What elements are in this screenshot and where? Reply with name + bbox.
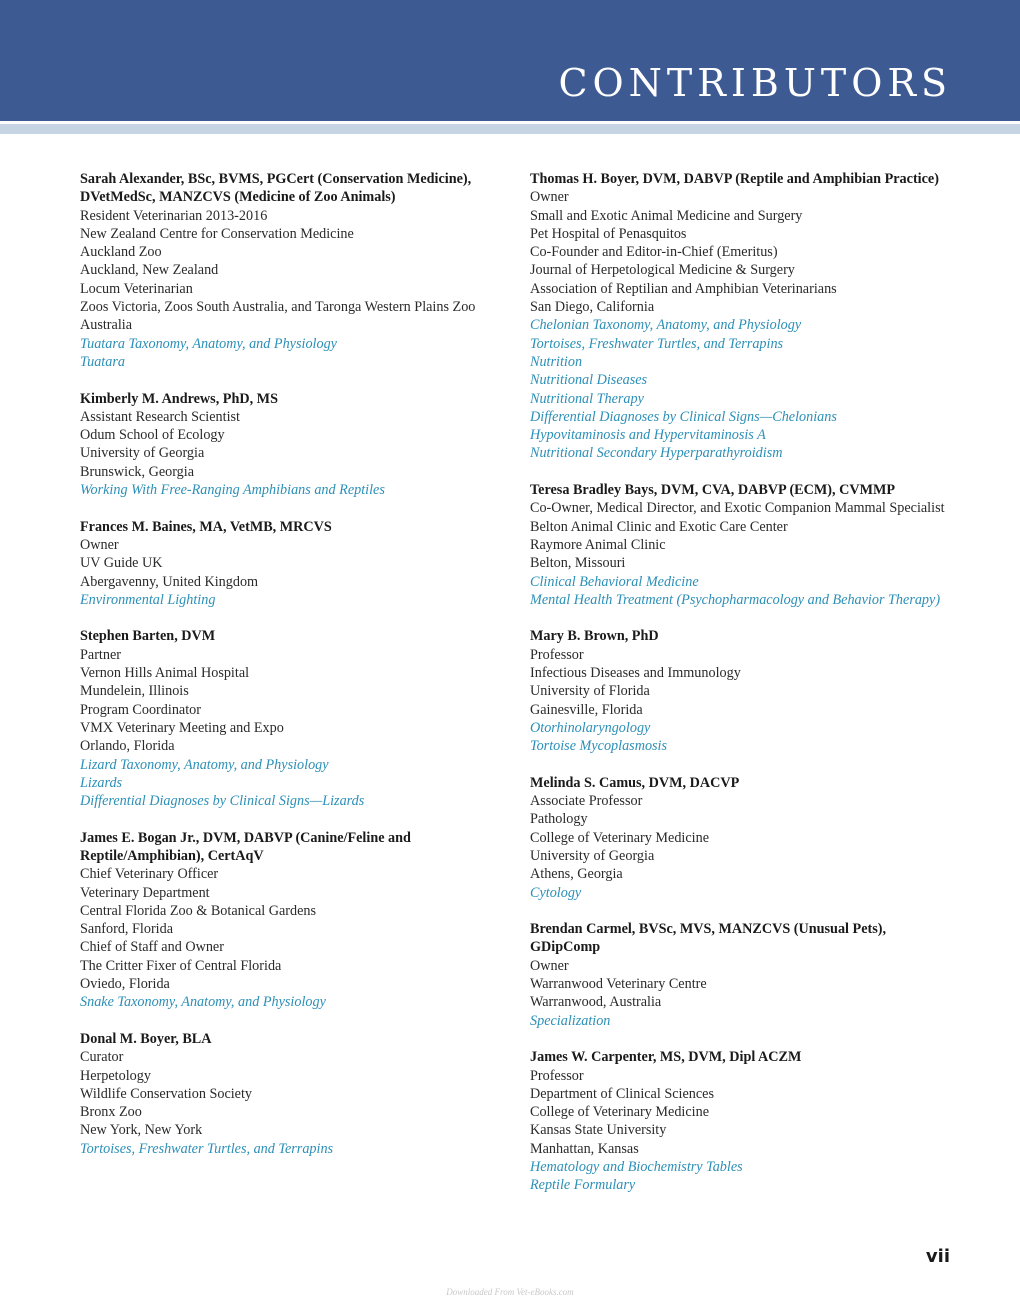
affiliation-line: Owner: [530, 957, 569, 974]
affiliation-line: Auckland Zoo: [80, 244, 162, 261]
contributor-entry: [530, 774, 960, 902]
contributor-name: Reptile/Amphibian), CertAqV: [80, 847, 264, 864]
chapter-title: Hypovitaminosis and Hypervitaminosis A: [530, 427, 766, 444]
download-watermark: Downloaded From Vet-eBooks.com: [446, 1287, 574, 1297]
chapter-title: Differential Diagnoses by Clinical Signs—Chelonians: [530, 408, 837, 425]
chapter-title: Tortoises, Freshwater Turtles, and Terrapins: [80, 1140, 334, 1157]
chapter-title: Nutrition: [530, 353, 583, 370]
affiliation-line: Professor: [530, 1067, 584, 1084]
contributor-name: Kimberly M. Andrews, PhD, MS: [80, 390, 278, 407]
affiliation-line: Curator: [80, 1049, 124, 1066]
affiliation-line: Odum School of Ecology: [80, 427, 225, 444]
affiliation-line: College of Veterinary Medicine: [530, 1104, 709, 1121]
affiliation-line: Brunswick, Georgia: [80, 463, 195, 480]
chapter-title: Working With Free-Ranging Amphibians and Reptiles: [80, 482, 385, 499]
affiliation-line: Locum Veterinarian: [80, 280, 193, 297]
affiliation-line: Zoos Victoria, Zoos South Australia, and Taronga Western Plains Zoo: [80, 299, 476, 316]
affiliation-line: Veterinary Department: [80, 884, 210, 901]
chapter-title: Clinical Behavioral Medicine: [530, 573, 699, 590]
affiliation-line: The Critter Fixer of Central Florida: [80, 957, 282, 974]
chapter-title: Mental Health Treatment (Psychopharmacology and Behavior Therapy): [530, 591, 941, 608]
contributor-entry: [80, 1030, 510, 1158]
affiliation-line: Auckland, New Zealand: [80, 262, 219, 279]
contributor-name: James W. Carpenter, MS, DVM, Dipl ACZM: [530, 1049, 802, 1066]
chapter-title: Nutritional Secondary Hyperparathyroidism: [530, 445, 783, 462]
left-column: [80, 170, 510, 1176]
affiliation-line: Assistant Research Scientist: [80, 408, 240, 425]
chapter-title: Nutritional Therapy: [530, 390, 644, 407]
affiliation-line: Wildlife Conservation Society: [80, 1085, 253, 1102]
contributor-entry: [530, 481, 960, 609]
contributor-entry: [530, 627, 960, 755]
contributor-name: Stephen Barten, DVM: [80, 628, 216, 645]
contributor-name: Thomas H. Boyer, DVM, DABVP (Reptile and Amphibian Practice): [530, 171, 939, 187]
contributor-name: Mary B. Brown, PhD: [530, 628, 659, 645]
contributor-name: Brendan Carmel, BVSc, MVS, MANZCVS (Unusual Pets),: [530, 921, 887, 938]
affiliation-line: Belton Animal Clinic and Exotic Care Center: [530, 518, 788, 535]
chapter-title: Otorhinolaryngology: [530, 719, 651, 736]
contributor-name: Teresa Bradley Bays, DVM, CVA, DABVP (ECM), CVMMP: [530, 482, 896, 499]
affiliation-line: San Diego, California: [530, 299, 655, 316]
chapter-title: Hematology and Biochemistry Tables: [530, 1159, 743, 1176]
affiliation-line: Abergavenny, United Kingdom: [80, 573, 259, 590]
contributor-entry: [80, 627, 510, 810]
affiliation-line: Warranwood Veterinary Centre: [530, 976, 707, 993]
affiliation-line: Orlando, Florida: [80, 738, 175, 755]
affiliation-line: Oviedo, Florida: [80, 976, 170, 993]
chapter-title: Snake Taxonomy, Anatomy, and Physiology: [80, 994, 326, 1011]
affiliation-line: Partner: [80, 646, 121, 663]
affiliation-line: Belton, Missouri: [530, 555, 626, 572]
contributor-name: Sarah Alexander, BSc, BVMS, PGCert (Conservation Medicine),: [80, 171, 472, 187]
contributor-name: Frances M. Baines, MA, VetMB, MRCVS: [80, 518, 332, 535]
affiliation-line: Herpetology: [80, 1067, 151, 1084]
affiliation-line: Department of Clinical Sciences: [530, 1085, 714, 1102]
affiliation-line: Journal of Herpetological Medicine & Surgery: [530, 262, 795, 279]
affiliation-line: Manhattan, Kansas: [530, 1140, 639, 1157]
contributor-entry: [530, 170, 960, 463]
chapter-title: Lizard Taxonomy, Anatomy, and Physiology: [80, 756, 329, 773]
affiliation-line: Australia: [80, 317, 133, 334]
contributor-entry: [80, 170, 510, 371]
chapter-title: Specialization: [530, 1012, 611, 1029]
header-accent-rule: [0, 124, 1020, 134]
page-title: CONTRIBUTORS: [558, 61, 952, 105]
affiliation-line: Owner: [530, 189, 569, 206]
contributor-entry: [80, 518, 510, 609]
affiliation-line: Owner: [80, 536, 119, 553]
chapter-title: Nutritional Diseases: [530, 372, 648, 389]
chapter-title: Environmental Lighting: [80, 591, 216, 608]
affiliation-line: Athens, Georgia: [530, 866, 623, 883]
header-banner: [0, 0, 1020, 121]
affiliation-line: Pathology: [530, 811, 588, 828]
affiliation-line: Bronx Zoo: [80, 1104, 142, 1121]
affiliation-line: Warranwood, Australia: [530, 994, 662, 1011]
contributor-name: James E. Bogan Jr., DVM, DABVP (Canine/Feline and: [80, 829, 411, 846]
affiliation-line: Co-Founder and Editor-in-Chief (Emeritus): [530, 244, 778, 261]
affiliation-line: Association of Reptilian and Amphibian Veterinarians: [530, 280, 837, 297]
affiliation-line: VMX Veterinary Meeting and Expo: [80, 719, 284, 736]
affiliation-line: Small and Exotic Animal Medicine and Surgery: [530, 207, 803, 224]
contributor-name: DVetMedSc, MANZCVS (Medicine of Zoo Animals): [80, 189, 396, 206]
affiliation-line: Sanford, Florida: [80, 921, 173, 938]
contributor-entry: [80, 390, 510, 500]
chapter-title: Tuatara: [80, 353, 125, 370]
chapter-title: Tortoise Mycoplasmosis: [530, 738, 668, 755]
affiliation-line: Associate Professor: [530, 793, 643, 810]
affiliation-line: University of Georgia: [80, 445, 205, 462]
affiliation-line: Kansas State University: [530, 1122, 667, 1139]
affiliation-line: Co-Owner, Medical Director, and Exotic Companion Mammal Specialist: [530, 500, 945, 517]
affiliation-line: Central Florida Zoo & Botanical Gardens: [80, 902, 317, 919]
page-number: vii: [925, 1246, 950, 1267]
affiliation-line: Chief of Staff and Owner: [80, 939, 224, 956]
affiliation-line: Gainesville, Florida: [530, 701, 643, 718]
chapter-title: Lizards: [80, 774, 123, 791]
affiliation-line: Vernon Hills Animal Hospital: [80, 665, 250, 682]
contributor-entry: [80, 829, 510, 1012]
affiliation-line: Pet Hospital of Penasquitos: [530, 225, 687, 242]
affiliation-line: Program Coordinator: [80, 701, 201, 718]
affiliation-line: Chief Veterinary Officer: [80, 866, 219, 883]
contributor-name: GDipComp: [530, 939, 601, 956]
chapter-title: Differential Diagnoses by Clinical Signs—Lizards: [80, 793, 365, 810]
chapter-title: Reptile Formulary: [530, 1177, 636, 1194]
contributor-entry: [530, 920, 960, 1030]
affiliation-line: University of Florida: [530, 683, 650, 700]
contributor-name: Donal M. Boyer, BLA: [80, 1030, 212, 1047]
chapter-title: Chelonian Taxonomy, Anatomy, and Physiology: [530, 317, 802, 334]
affiliation-line: Professor: [530, 646, 584, 663]
affiliation-line: New Zealand Centre for Conservation Medicine: [80, 225, 354, 242]
affiliation-line: Mundelein, Illinois: [80, 683, 189, 700]
chapter-title: Tuatara Taxonomy, Anatomy, and Physiology: [80, 335, 337, 352]
right-column: [530, 170, 960, 1213]
affiliation-line: New York, New York: [80, 1122, 203, 1139]
contributor-entry: [530, 1048, 960, 1194]
contributor-name: Melinda S. Camus, DVM, DACVP: [530, 774, 740, 791]
affiliation-line: College of Veterinary Medicine: [530, 829, 709, 846]
affiliation-line: Infectious Diseases and Immunology: [530, 665, 741, 682]
chapter-title: Tortoises, Freshwater Turtles, and Terrapins: [530, 335, 784, 352]
affiliation-line: University of Georgia: [530, 847, 655, 864]
affiliation-line: UV Guide UK: [80, 555, 163, 572]
affiliation-line: Raymore Animal Clinic: [530, 536, 666, 553]
chapter-title: Cytology: [530, 884, 582, 901]
affiliation-line: Resident Veterinarian 2013-2016: [80, 207, 268, 224]
